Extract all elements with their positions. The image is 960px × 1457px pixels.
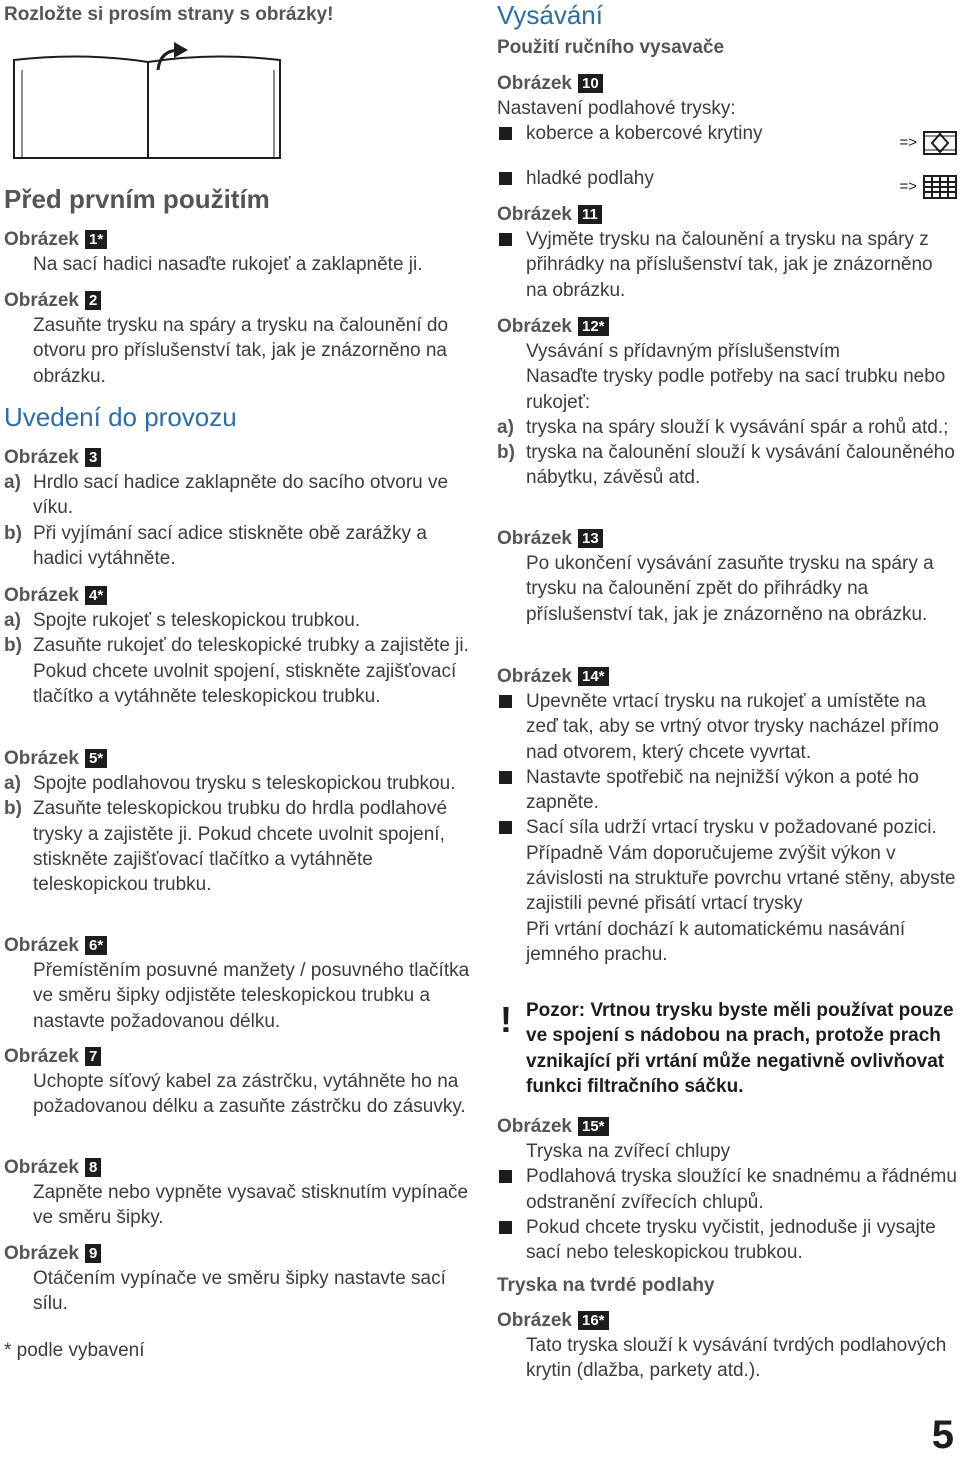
figure-text: Nasaďte trysky podle potřeby na sací trubku nebo rukojeť: — [526, 366, 946, 413]
figure-3 — [4, 440, 474, 571]
figure-text: Zapněte nebo vypněte vysavač stisknutím vypínače ve směru šipky. — [33, 1182, 469, 1229]
figure-14 — [497, 659, 957, 967]
before-first-use-section — [4, 184, 474, 214]
figure-number: 8 — [85, 1158, 101, 1177]
bullet-item: hladké podlahy — [497, 166, 957, 191]
figure-label: Obrázek — [4, 585, 79, 606]
figure-text: Přemístěním posuvné manžety / posuvného tlačítka ve směru šipky odjistěte teleskopickou trubku a nastavte požadovanou délku. — [33, 960, 470, 1032]
figure-9 — [4, 1236, 474, 1317]
figure-number: 10 — [578, 74, 603, 93]
figure-label: Obrázek — [497, 73, 572, 94]
figure-text: Otáčením vypínače ve směru šipky nastavte sací sílu. — [33, 1268, 446, 1315]
figure-text: Nastavení podlahové trysky: — [497, 98, 736, 119]
bullet-item: Nastavte spotřebič na nejnižší výkon a poté ho zapněte. — [497, 765, 957, 816]
figure-label: Obrázek — [4, 1157, 79, 1178]
figure-label: Obrázek — [4, 1243, 79, 1264]
figure-label: Obrázek — [497, 1116, 572, 1137]
figure-number: 9 — [85, 1244, 101, 1263]
figure-number: 2 — [85, 291, 101, 310]
section-title: Uvedení do provozu — [4, 402, 237, 432]
step-b: b) tryska na čalounění slouží k vysávání čalouněného nábytku, závěsů atd. — [497, 442, 955, 489]
exclamation-icon: ! — [500, 999, 512, 1040]
bullet-item: Podlahová tryska sloužící ke snadnému a řádnému odstranění zvířecích chlupů. — [497, 1164, 957, 1215]
figure-number: 13 — [578, 529, 603, 548]
page-number: 5 — [931, 1412, 954, 1457]
figure-text: Tato tryska slouží k vysávání tvrdých podlahových krytin (dlažba, parkety atd.). — [526, 1335, 947, 1382]
figure-number: 3 — [85, 448, 101, 467]
figure-6 — [4, 928, 474, 1034]
figure-11 — [497, 197, 957, 303]
figure-text: Zasuňte trysku na spáry a trysku na čalounění do otvoru pro příslušenství tak, jak je znázorněno na obrázku. — [33, 315, 449, 387]
figure-text: Při vrtání dochází k automatickému nasávání jemného prachu. — [526, 918, 906, 965]
figure-label: Obrázek — [497, 1310, 572, 1331]
bullet-item: Upevněte vrtací trysku na rukojeť a umístěte na zeď tak, aby se vrtný otvor trysky nacházel přímo nad otvorem, který chcete vyvrtat. — [497, 689, 957, 765]
figure-7 — [4, 1039, 474, 1120]
bullet-item: Pokud chcete trysku vyčistit, jednoduše ji vysajte sací nebo teleskopickou trubkou. — [497, 1215, 957, 1266]
figure-label: Obrázek — [497, 204, 572, 225]
bullet-item: Sací síla udrží vrtací trysku v požadované pozici. — [497, 815, 957, 840]
step-a: a) Hrdlo sací hadice zaklapněte do sacího otvoru ve víku. — [4, 472, 449, 519]
figure-label: Obrázek — [4, 447, 79, 468]
figure-5 — [4, 741, 474, 897]
figure-1 — [4, 222, 474, 277]
figure-number: 14* — [578, 667, 609, 686]
figure-text: Případně Vám doporučujeme zvýšit výkon v závislosti na struktuře povrchu vrtané stěny, abyste zajistili pevné přisátí vrtací trysky — [526, 842, 956, 915]
figure-4 — [4, 578, 474, 709]
warning-text: Pozor: Vrtnou trysku byste měli používat pouze ve spojení s nádobou na prach, protože prach vznikající při vrtání může negativně ovlivňovat funkci filtračního sáčku. — [526, 1000, 954, 1097]
warning-note — [497, 998, 957, 1099]
hard-floor-setting-icon — [923, 175, 957, 199]
figure-label: Obrázek — [4, 935, 79, 956]
section-title: Před prvním použitím — [4, 184, 270, 214]
figure-label: Obrázek — [497, 666, 572, 687]
figure-15 — [497, 1109, 957, 1265]
figure-label: Obrázek — [4, 290, 79, 311]
figure-number: 6* — [85, 936, 107, 955]
section-subtitle: Použití ručního vysavače — [497, 37, 725, 58]
figure-number: 16* — [578, 1311, 609, 1330]
fold-out-pages-illustration — [12, 40, 284, 160]
intro-text: Rozložte si prosím strany s obrázky! — [4, 4, 334, 25]
step-a: a) Spojte podlahovou trysku s teleskopickou trubkou. — [4, 773, 456, 794]
step-b: b) Zasuňte teleskopickou trubku do hrdla podlahové trysky a zajistěte ji. Pokud chcete uvolnit spojení, stiskněte zajišťovací tlačítko a vytáhněte teleskopickou trubku. — [4, 798, 448, 896]
figure-text: Po ukončení vysávání zasuňte trysku na spáry a trysku na čalounění zpět do přihrádky na příslušenství tak, jak je znázorněno na obrázku. — [526, 553, 934, 625]
figure-text: Vysávání s přídavným příslušenstvím — [526, 341, 840, 362]
figure-number: 15* — [578, 1117, 609, 1136]
figure-label: Obrázek — [497, 316, 572, 337]
figure-label: Obrázek — [497, 528, 572, 549]
figure-text: Uchopte síťový kabel za zástrčku, vytáhněte ho na požadovanou délku a zasuňte zástrčku do zásuvky. — [33, 1071, 466, 1118]
step-a: a) tryska na spáry slouží k vysávání spár a rohů atd.; — [497, 416, 949, 438]
step-b: b) Zasuňte rukojeť do teleskopické trubky a zajistěte ji. Pokud chcete uvolnit spojení, stiskněte zajišťovací tlačítko a vytáhněte teleskopickou trubku. — [4, 635, 469, 707]
figure-number: 7 — [85, 1047, 101, 1066]
section-title: Vysávání — [497, 0, 603, 30]
vacuuming-section — [497, 0, 957, 30]
step-b: b) Při vyjímání sací adice stiskněte obě zarážky a hadici vytáhněte. — [4, 522, 427, 569]
figure-8 — [4, 1150, 474, 1231]
figure-12 — [497, 309, 957, 491]
figure-number: 12* — [578, 317, 609, 336]
footnote: * podle vybavení — [4, 1340, 145, 1361]
figure-16 — [497, 1303, 957, 1384]
figure-number: 1* — [85, 230, 107, 249]
figure-text: Tryska na zvířecí chlupy — [526, 1141, 731, 1162]
figure-label: Obrázek — [4, 748, 79, 769]
bullet-item: koberce a kobercové krytiny — [497, 121, 957, 146]
figure-label: Obrázek — [4, 229, 79, 250]
figure-number: 5* — [85, 749, 107, 768]
figure-number: 11 — [578, 205, 602, 224]
figure-13 — [497, 521, 957, 627]
figure-2 — [4, 283, 474, 389]
carpet-setting-icon — [923, 131, 957, 155]
step-a: a) Spojte rukojeť s teleskopickou trubkou. — [4, 610, 361, 631]
bullet-item: Vyjměte trysku na čalounění a trysku na spáry z přihrádky na příslušenství tak, jak je znázorněno na obrázku. — [497, 227, 957, 303]
startup-section — [4, 402, 474, 432]
section-subtitle: Tryska na tvrdé podlahy — [497, 1275, 715, 1296]
figure-10: Obrázek 10 Nastavení podlahové trysky: koberce a kobercové krytiny => hladké podlahy => — [497, 66, 957, 191]
figure-text: Na sací hadici nasaďte rukojeť a zaklapněte ji. — [33, 254, 423, 275]
figure-number: 4* — [85, 586, 107, 605]
figure-label: Obrázek — [4, 1046, 79, 1067]
